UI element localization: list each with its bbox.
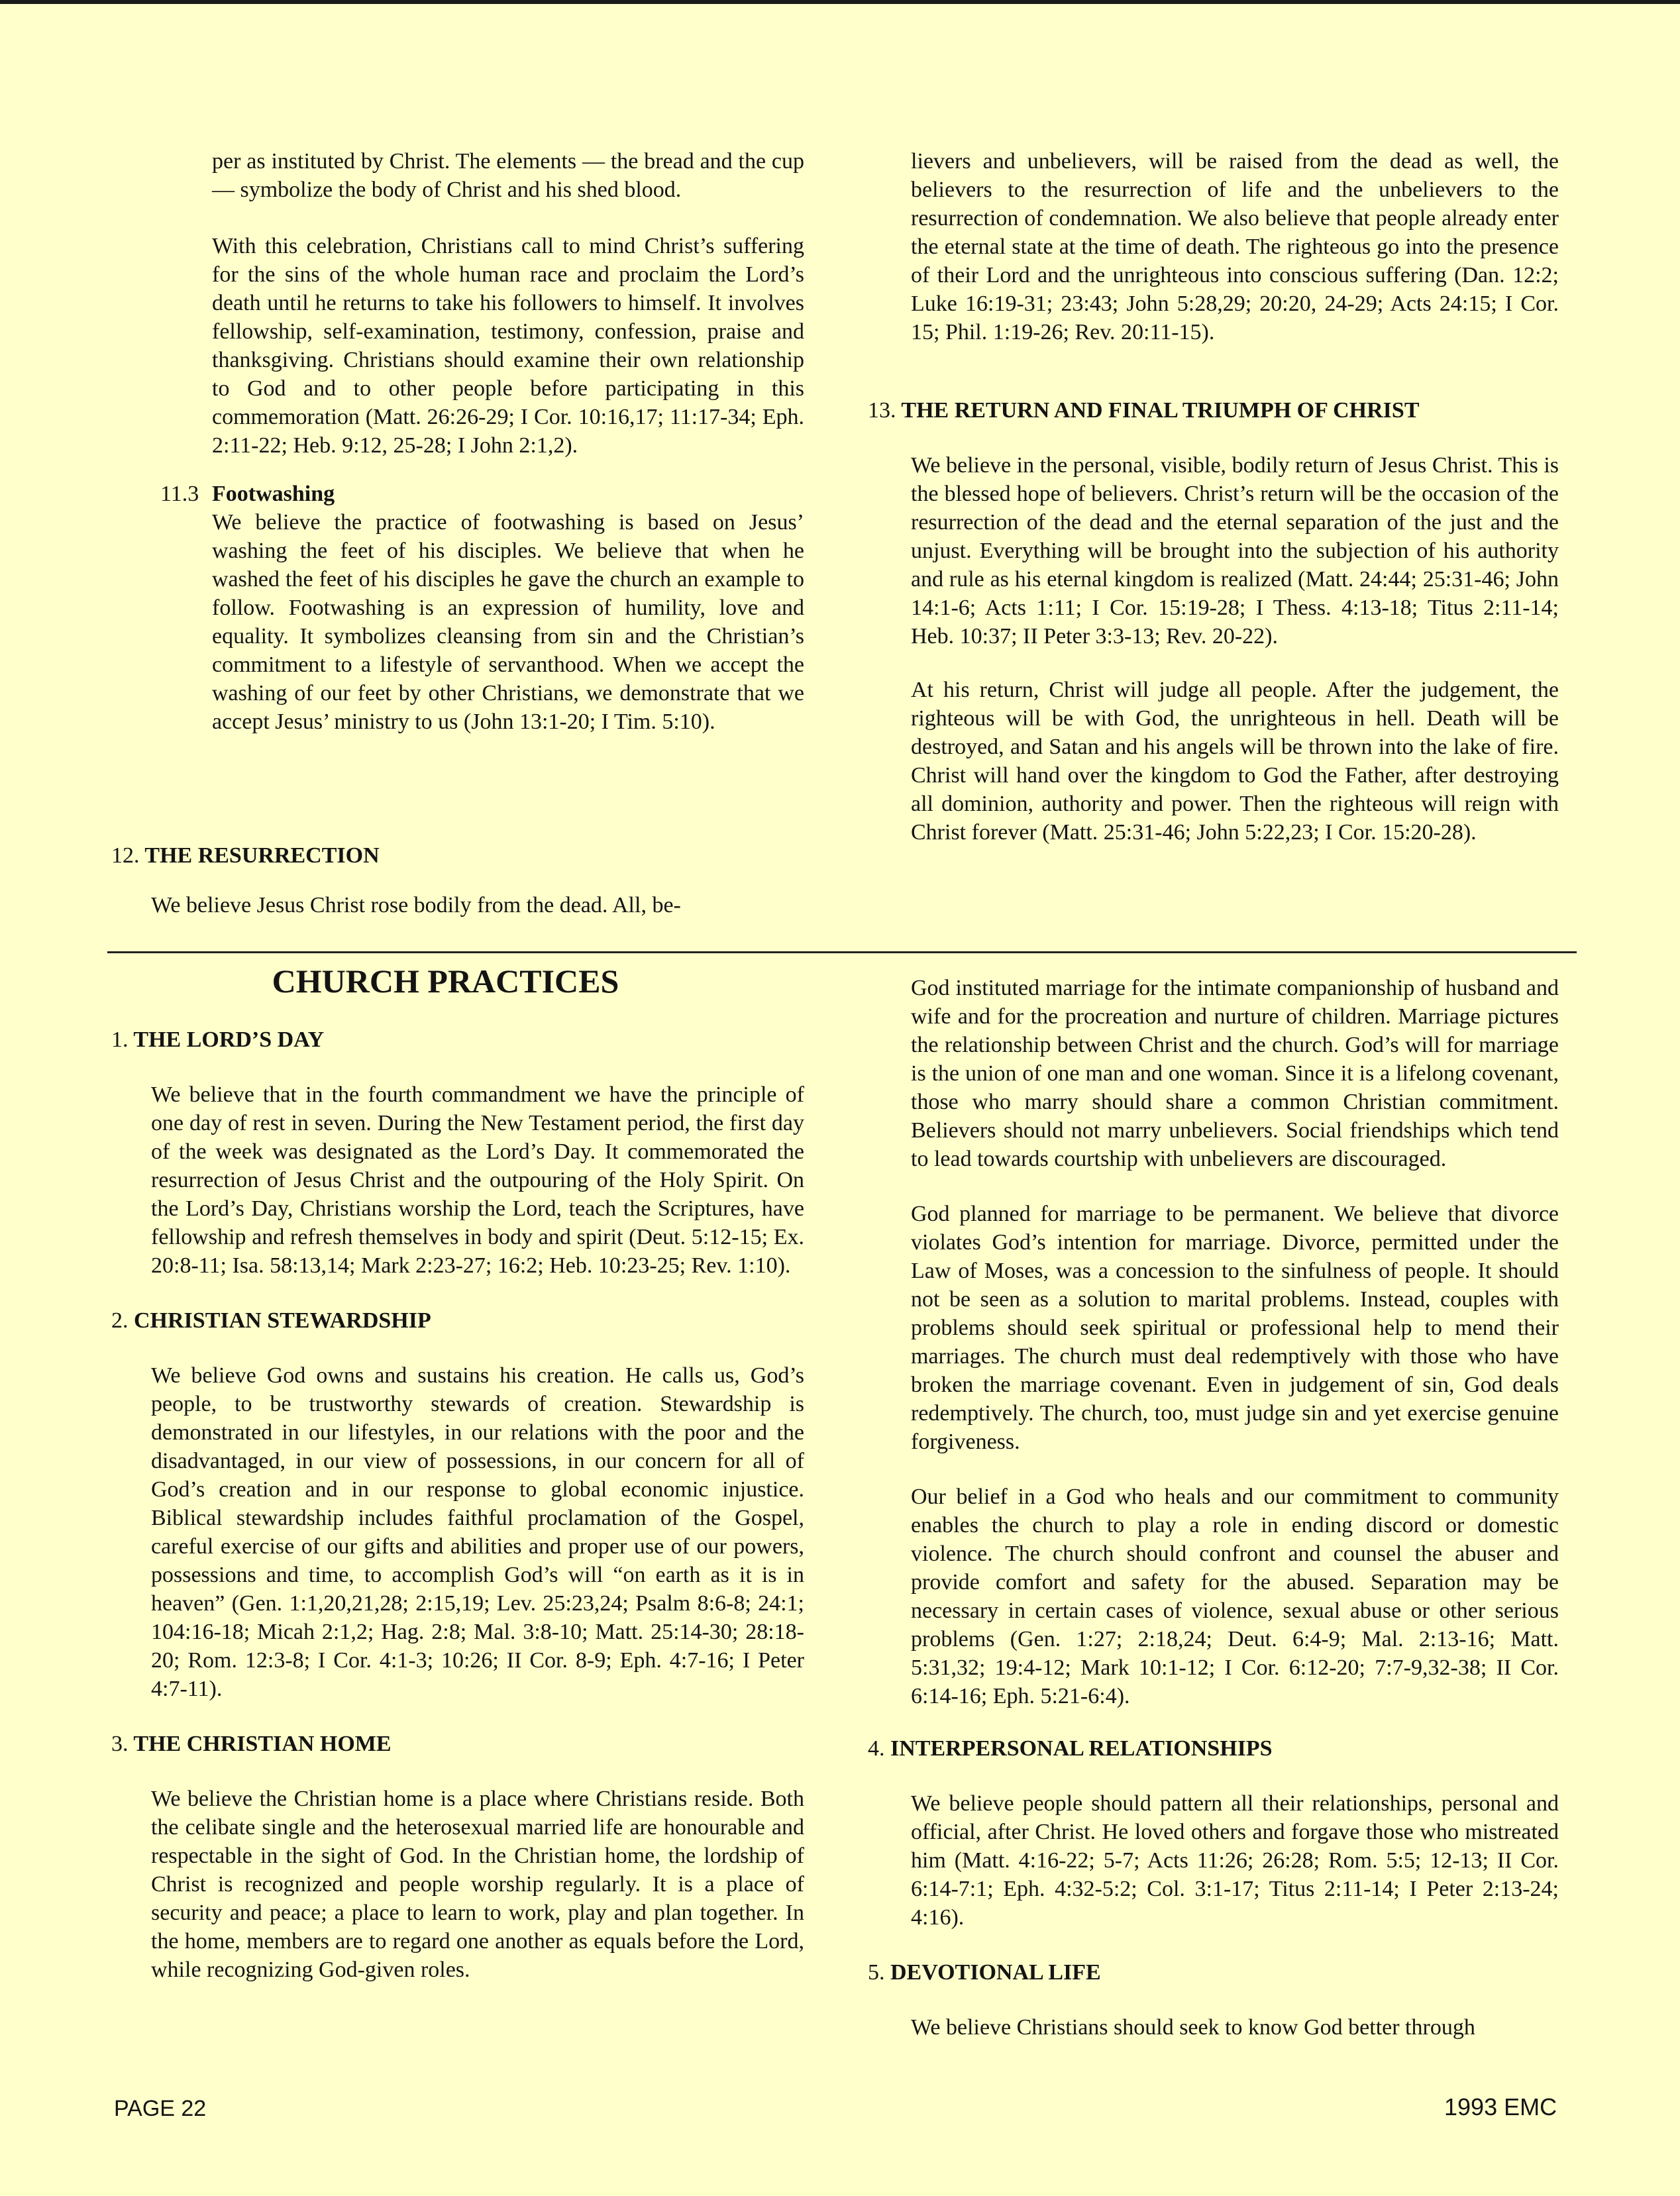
page-number: PAGE 22 — [114, 2096, 207, 2121]
devotional-text: We believe Christians should seek to know God better through — [911, 2015, 1475, 2040]
bottom-left-column — [111, 1025, 804, 1984]
lords-supper-continued: per as instituted by Christ. The elements — the bread and the cup — symbolize the body of Christ and his shed blood. — [212, 149, 804, 202]
bottom-right-column — [868, 974, 1559, 2042]
divorce-text: God planned for marriage to be permanent. We believe that divorce violates God’s intention for marriage. Divorce, permitted under the Law of Moses, was a concession to the sinfulness of people. It should not be seen as a solution to marital problems. Instead, couples with problems should seek spiritual or professional help to mend their marriages. The church must deal redemptively with those who have broken the marriage covenant. Even in judgement of sin, God deals redemptively. The church, too, must judge sin and yet exercise genuine forgiveness. — [911, 1202, 1559, 1454]
lords-day-text: We believe that in the fourth commandment we have the principle of one day of rest in seven. During the New Testament period, the first day of the week was designated as the Lord’s Day. It commemorated the resurrection of Jesus Christ and the outpouring of the Holy Spirit. On the Lord’s Day, Christians worship the Lord, teach the Scriptures, have fellowship and refresh themselves in body and spirit (Deut. 5:12-15; Ex. 20:8-11; Isa. 58:13,14; Mark 2:23-27; 16:2; Heb. 10:23-25; Rev. 1:10). — [151, 1082, 804, 1278]
return-title: THE RETURN AND FINAL TRIUMPH OF CHRIST — [901, 398, 1420, 423]
stewardship-text: We believe God owns and sustains his creation. He calls us, God’s people, to be trustworthy stewards of creation. Stewardship is demonstrated in our lifestyles, in our relations with the poor and the disadvantaged, in our view of possessions, in our concern for all of God’s creation and in our response to global economic injustice. Biblical stewardship includes faithful proclamation of the Gospel, careful exercise of our gifts and abilities and proper use of our powers, possessions and time, to accomplish God’s will “on earth as it is in heaven” (Gen. 1:1,20,21,28; 2:15,19; Lev. 25:23,24; Psalm 8:6-8; 24:1; 104:16-18; Micah 2:1,2; Hag. 2:8; Mal. 3:8-10; Matt. 25:14-30; 28:18-20; Rom. 12:3-8; I Cor. 4:1-3; 10:26; II Cor. 8-9; Eph. 4:7-16; I Peter 4:7-11). — [151, 1363, 804, 1701]
return-number: 13. — [868, 398, 896, 423]
relationships-title: INTERPERSONAL RELATIONSHIPS — [890, 1736, 1273, 1761]
top-right-column — [911, 147, 1559, 346]
footwashing-title: Footwashing — [212, 482, 335, 506]
return-text-2: At his return, Christ will judge all people. After the judgement, the righteous will be with God, the unrighteous in hell. Death will be destroyed, and Satan and his angels will be thrown into the lake of fire. Christ will hand over the kingdom to God the Father, after destroying all dominion, authority and power. Then the righteous will reign with Christ forever (Matt. 25:31-46; John 5:22,23; I Cor. 15:20-28). — [911, 678, 1559, 845]
resurrection-heading — [111, 841, 804, 870]
marriage-text: God instituted marriage for the intimate companionship of husband and wife and for the procreation and nurture of children. Marriage pictures the relationship between Christ and the church. God’s will for marriage is the union of one man and one woman. Since it is a lifelong covenant, those who marry should share a common Christian commitment. Believers should not marry unbelievers. Social friendships which tend to lead towards courtship with unbelievers are discouraged. — [911, 976, 1559, 1171]
lords-day-title: THE LORD’S DAY — [133, 1027, 325, 1052]
resurrection-section — [111, 841, 804, 919]
return-section — [868, 396, 1559, 847]
devotional-title: DEVOTIONAL LIFE — [890, 1960, 1101, 1985]
resurrection-continued: lievers and unbelievers, will be raised from the dead as well, the believers to the resurrection of life and the unbelievers to the resurrection of condemnation. We also believe that people already enter the eternal state at the time of death. The righteous go into the presence of their Lord and the unrighteous into conscious suffering (Dan. 12:2; Luke 16:19-31; 23:43; John 5:28,29; 20:20, 24-29; Acts 24:15; I Cor. 15; Phil. 1:19-26; Rev. 20:11-15). — [911, 149, 1559, 344]
lords-supper-celebration: With this celebration, Christians call to mind Christ’s suffering for the sins of the whole human race and proclaim the Lord’s death until he returns to take his followers to himself. It involves fellowship, self-examination, testimony, confession, praise and thanksgiving. Christians should examine their own relationship to God and to other people before participating in this commemoration (Matt. 26:26-29; I Cor. 10:16,17; 11:17-34; Eph. 2:11-22; Heb. 9:12, 25-28; I John 2:1,2). — [212, 234, 804, 458]
christian-home-number: 3. — [111, 1732, 129, 1756]
relationships-text: We believe people should pattern all their relationships, personal and official, after Christ. He loved others and forgave those who mistreated him (Matt. 4:16-22; 5-7; Acts 11:26; 26:28; Rom. 5:5; 12-13; II Cor. 6:14-7:1; Eph. 4:32-5:2; Col. 3:1-17; Titus 2:11-14; I Peter 2:13-24; 4:16). — [911, 1791, 1559, 1930]
church-practices-title: CHURCH PRACTICES — [272, 963, 619, 1000]
footwashing-text: We believe the practice of footwashing is based on Jesus’ washing the feet of his disciples. We believe that when he washed the feet of his disciples he gave the church an example to follow. Footwashing is an expression of humility, love and equality. It symbolizes cleansing from sin and the Christian’s commitment to a lifestyle of servanthood. When we accept the washing of our feet by other Christians, we demonstrate that we accept Jesus’ ministry to us (John 13:1-20; I Tim. 5:10). — [212, 510, 804, 734]
top-border — [0, 0, 1680, 4]
lords-day-heading — [111, 1025, 804, 1054]
stewardship-heading — [111, 1306, 804, 1335]
resurrection-title: THE RESURRECTION — [144, 843, 380, 868]
top-left-column — [160, 147, 804, 736]
return-text-1: We believe in the personal, visible, bodily return of Jesus Christ. This is the blessed hope of believers. Christ’s return will be the occasion of the resurrection of the dead and the eternal separation of the just and the unjust. Everything will be brought into the subjection of his authority and rule as his eternal kingdom is realized (Matt. 24:44; 25:31-46; John 14:1-6; Acts 1:11; I Cor. 15:19-28; I Thess. 4:13-18; Titus 2:11-14; Heb. 10:37; II Peter 3:3-13; Rev. 20-22). — [911, 453, 1559, 649]
relationships-heading — [868, 1734, 1559, 1763]
resurrection-number: 12. — [111, 843, 140, 868]
violence-text: Our belief in a God who heals and our commitment to community enables the church to play a role in ending discord or domestic violence. The church should confront and counsel the abuser and provide comfort and safety for the abused. Separation may be necessary in certain cases of violence, sexual abuse or other serious problems (Gen. 1:27; 2:18,24; Deut. 6:4-9; Mal. 2:13-16; Matt. 5:31,32; 19:4-12; Mark 10:1-12; I Cor. 6:12-20; 7:7-9,32-38; II Cor. 6:14-16; Eph. 5:21-6:4). — [911, 1485, 1559, 1708]
publisher-mark: 1993 EMC — [1444, 2093, 1557, 2120]
stewardship-number: 2. — [111, 1308, 129, 1333]
return-heading — [868, 396, 1559, 425]
devotional-number: 5. — [868, 1960, 885, 1985]
stewardship-title: CHRISTIAN STEWARDSHIP — [134, 1308, 431, 1333]
christian-home-title: THE CHRISTIAN HOME — [133, 1732, 392, 1756]
lords-day-number: 1. — [111, 1027, 129, 1052]
footwashing-number: 11.3 — [160, 482, 199, 506]
section-divider — [107, 951, 1577, 953]
relationships-number: 4. — [868, 1736, 885, 1761]
devotional-heading — [868, 1958, 1559, 1987]
christian-home-text: We believe the Christian home is a place where Christians reside. Both the celibate single and the heterosexual married life are honourable and respectable in the sight of God. In the Christian home, the lordship of Christ is recognized and people worship regularly. It is a place of security and peace; a place to learn to work, play and plan together. In the home, members are to regard one another as equals before the Lord, while recognizing God-given roles. — [151, 1787, 804, 1982]
footwashing-heading — [160, 480, 804, 508]
resurrection-text: We believe Jesus Christ rose bodily from the dead. All, be- — [151, 893, 681, 917]
christian-home-heading — [111, 1730, 804, 1758]
